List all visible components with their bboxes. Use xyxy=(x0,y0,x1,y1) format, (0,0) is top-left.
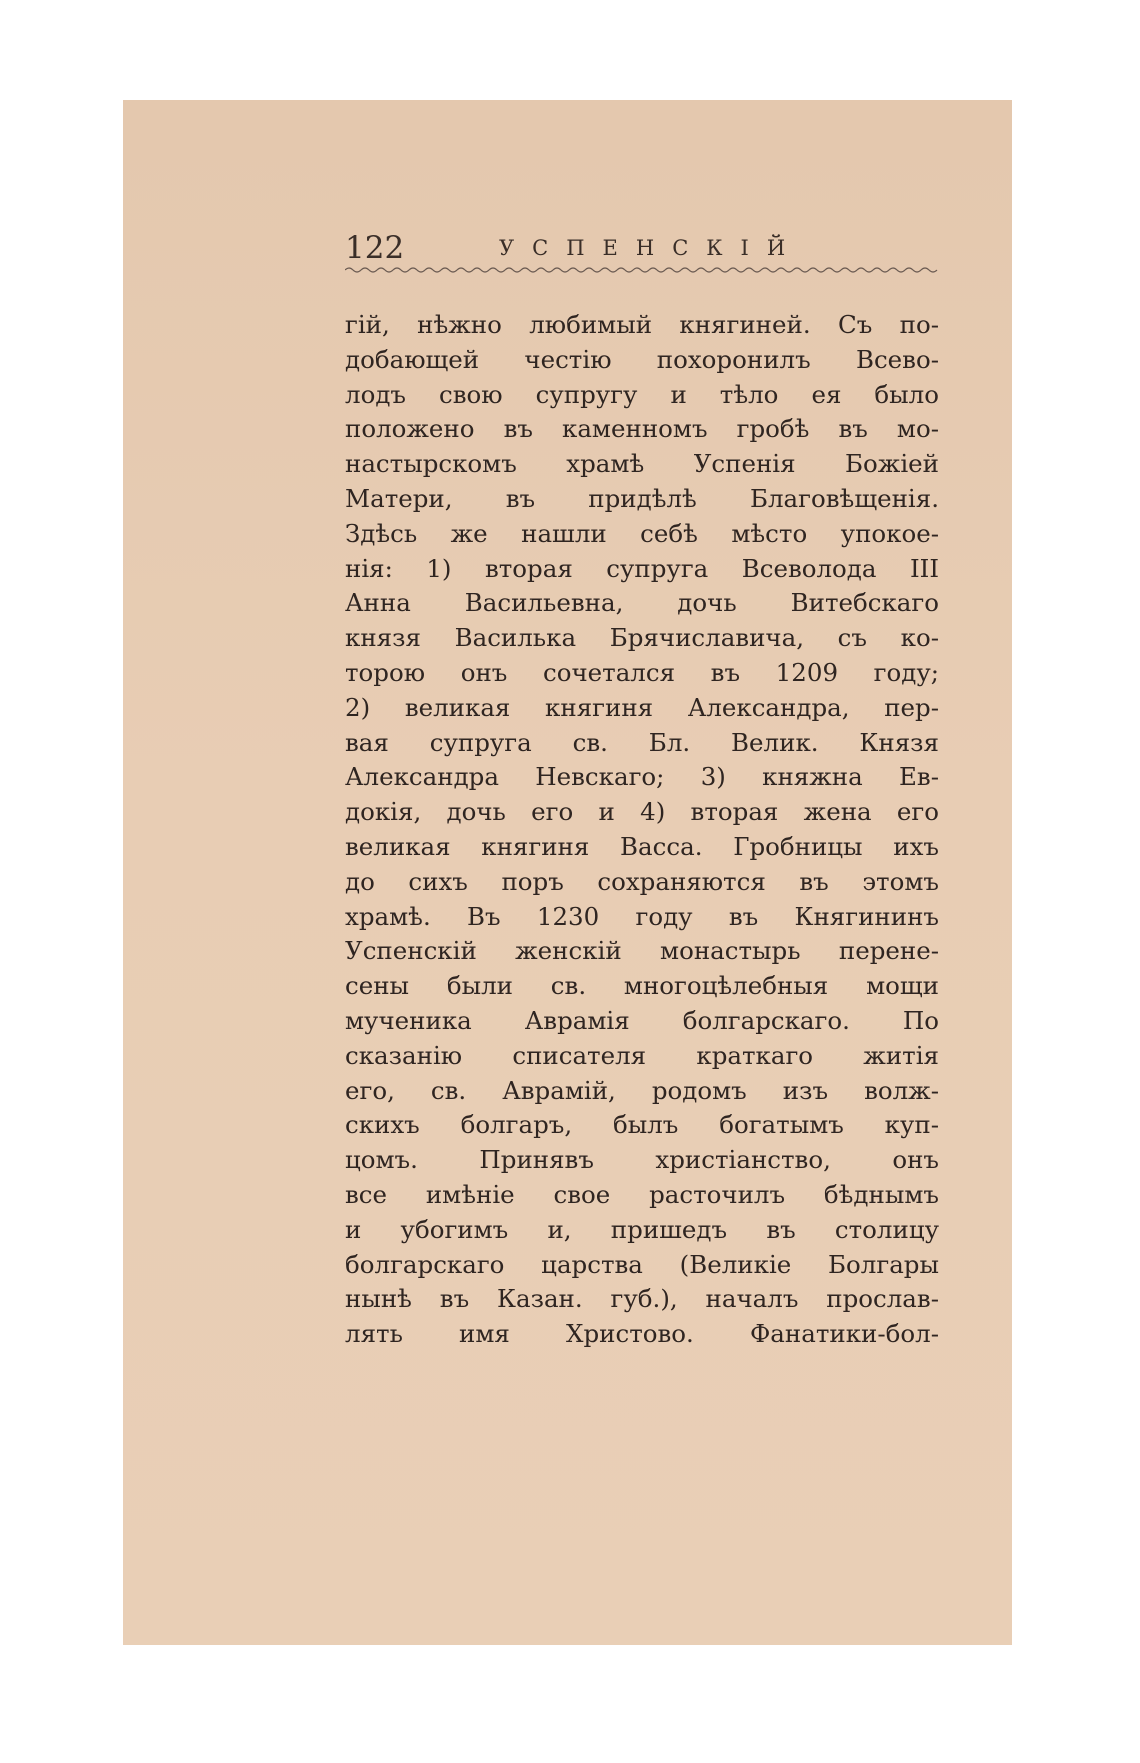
wavy-rule xyxy=(345,266,939,274)
text-line: Матери, въ придѣлѣ Благовѣщенія. xyxy=(345,483,939,513)
text-line: добающей честію похоронилъ Всево- xyxy=(345,344,939,374)
text-line: лодъ свою супругу и тѣло ея было xyxy=(345,379,939,409)
body-text xyxy=(345,308,939,1352)
text-line: положено въ каменномъ гробѣ въ мо- xyxy=(345,414,939,444)
text-line: мученика Аврамія болгарскаго. По xyxy=(345,1005,939,1035)
text-line: торою онъ сочетался въ 1209 году; xyxy=(345,657,939,687)
text-line: нынѣ въ Казан. губ.), началъ прослав- xyxy=(345,1284,939,1314)
text-line: лять имя Христово. Фанатики-бол- xyxy=(345,1319,939,1349)
text-line: нія: 1) вторая супруга Всеволода III xyxy=(345,553,939,583)
text-line: храмѣ. Въ 1230 году въ Княгининъ xyxy=(345,901,939,931)
text-line: Александра Невскаго; 3) княжна Ев- xyxy=(345,762,939,792)
text-line: все имѣніе свое расточилъ бѣднымъ xyxy=(345,1179,939,1209)
text-line: Анна Васильевна, дочь Витебскаго xyxy=(345,588,939,618)
text-line: великая княгиня Васса. Гробницы ихъ xyxy=(345,831,939,861)
text-line: Успенскій женскій монастырь перене- xyxy=(345,936,939,966)
text-line: его, св. Аврамій, родомъ изъ волж- xyxy=(345,1075,939,1105)
running-head: УСПЕНСКІЙ xyxy=(499,236,804,260)
text-line: и убогимъ и, пришедъ въ столицу xyxy=(345,1214,939,1244)
text-line: Здѣсь же нашли себѣ мѣсто упокое- xyxy=(345,518,939,548)
text-line: настырскомъ храмѣ Успенія Божіей xyxy=(345,449,939,479)
text-line: 2) великая княгиня Александра, пер- xyxy=(345,692,939,722)
text-line: князя Василька Брячиславича, съ ко- xyxy=(345,623,939,653)
page-number: 122 xyxy=(345,230,405,266)
text-line: цомъ. Принявъ христіанство, онъ xyxy=(345,1145,939,1175)
text-line: докія, дочь его и 4) вторая жена его xyxy=(345,797,939,827)
text-line: болгарскаго царства (Великіе Болгары xyxy=(345,1249,939,1279)
text-line: сены были св. многоцѣлебныя мощи xyxy=(345,971,939,1001)
text-line: сказанію списателя краткаго житія xyxy=(345,1040,939,1070)
text-line: до сихъ поръ сохраняются въ этомъ xyxy=(345,866,939,896)
page-header xyxy=(345,228,939,268)
text-line: вая супруга св. Бл. Велик. Князя xyxy=(345,727,939,757)
text-line: гій, нѣжно любимый княгиней. Съ по- xyxy=(345,310,939,339)
text-line: скихъ болгаръ, былъ богатымъ куп- xyxy=(345,1110,939,1140)
